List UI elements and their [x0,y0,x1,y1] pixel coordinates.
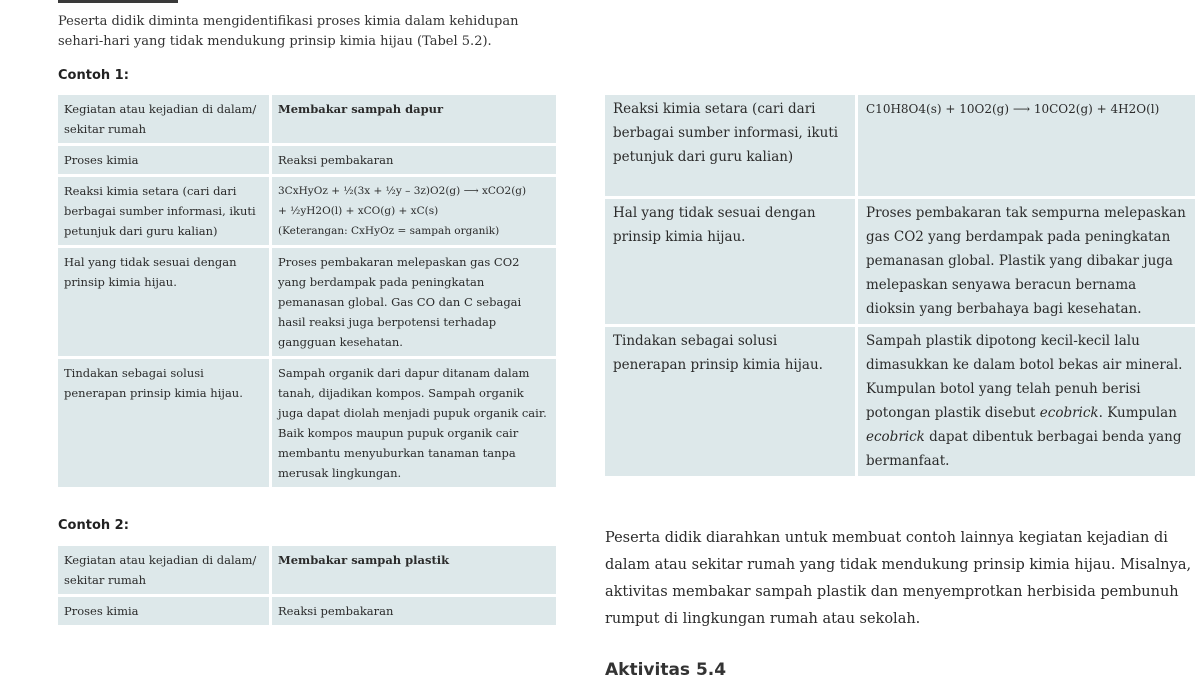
row-value: Membakar sampah plastik [272,546,556,597]
table-row [58,248,556,359]
text-run: dapat dibentuk berbagai benda yang bermanfaat. [866,429,1182,469]
row-label: Tindakan sebagai solusi penerapan prinsip kimia hijau. [605,327,858,479]
row-label: Reaksi kimia setara (cari dari berbagai sumber informasi, ikuti petunjuk dari guru kalian) [605,95,858,199]
italic-term: ecobrick [1039,405,1099,421]
table-row [58,597,556,628]
equation-note: (Keterangan: CxHyOz = sampah organik) [278,225,500,237]
table-row [58,146,556,177]
row-label: Kegiatan atau kejadian di dalam/ sekitar rumah [58,95,272,146]
table-row [605,95,1195,199]
activity-heading: Aktivitas 5.4 [605,660,727,680]
example2-table [58,546,556,628]
row-value: Reaksi pembakaran [272,146,556,177]
italic-term: ecobrick [866,429,925,445]
row-label: Kegiatan atau kejadian di dalam/ sekitar rumah [58,546,272,597]
table-row [58,95,556,146]
table-row [605,199,1195,327]
row-label: Hal yang tidak sesuai dengan prinsip kimia hijau. [605,199,858,327]
table-row [58,546,556,597]
row-value: C10H8O4(s) + 10O2(g) ⟶ 10CO2(g) + 4H2O(l) [858,95,1195,199]
row-value [272,177,556,248]
row-value: Reaksi pembakaran [272,597,556,628]
row-value: Proses pembakaran melepaskan gas CO2 yang berdampak pada peningkatan pemanasan global. Gas CO dan C sebagai hasil reaksi juga berpotensi terhadap gangguan kesehatan. [272,248,556,359]
text-run: Sampah plastik dipotong kecil-kecil lalu dimasukkan ke dalam botol bekas air mineral. Kumpulan botol yang telah penuh berisi potongan plastik disebut [866,333,1183,421]
row-value: Proses pembakaran tak sempurna melepaskan gas CO2 yang berdampak pada peningkatan pemanasan global. Plastik yang dibakar juga melepaskan senyawa beracun bernama dioksin yang berbahaya bagi kesehatan. [858,199,1195,327]
row-label: Reaksi kimia setara (cari dari berbagai sumber informasi, ikuti petunjuk dari guru kalian) [58,177,272,248]
row-value: Sampah organik dari dapur ditanam dalam tanah, dijadikan kompos. Sampah organik juga dapat diolah menjadi pupuk organik cair. Baik kompos maupun pupuk organik cair membantu menyuburkan tanaman tanpa merusak lingkungan. [272,359,556,490]
row-label: Tindakan sebagai solusi penerapan prinsip kimia hijau. [58,359,272,490]
instruction-paragraph: Peserta didik diarahkan untuk membuat contoh lainnya kegiatan kejadian di dalam atau sekitar rumah yang tidak mendukung prinsip kimia hijau. Misalnya, aktivitas membakar sampah plastik dan menyemprotkan herbisida pembunuh rumput di lingkungan rumah atau sekolah. [605,530,1192,627]
row-value [858,327,1195,479]
table-row [58,359,556,490]
text-run: . Kumpulan [1098,405,1177,421]
example1-table [58,95,556,490]
intro-text: Peserta didik diminta mengidentifikasi proses kimia dalam kehidupan sehari-hari yang tidak mendukung prinsip kimia hijau (Tabel 5.2). [58,14,519,49]
equation-line: 3CxHyOz + ½(3x + ½y – 3z)O2(g) ⟶ xCO2(g) [278,185,527,197]
row-label: Proses kimia [58,597,272,628]
section-rule [58,0,178,3]
row-label: Proses kimia [58,146,272,177]
continued-table [605,95,1195,479]
example1-heading: Contoh 1: [58,68,129,83]
table-row [605,327,1195,479]
equation-line: + ½yH2O(l) + xCO(g) + xC(s) [278,205,439,217]
row-value: Membakar sampah dapur [272,95,556,146]
example2-heading: Contoh 2: [58,518,129,533]
table-row [58,177,556,248]
row-label: Hal yang tidak sesuai dengan prinsip kimia hijau. [58,248,272,359]
